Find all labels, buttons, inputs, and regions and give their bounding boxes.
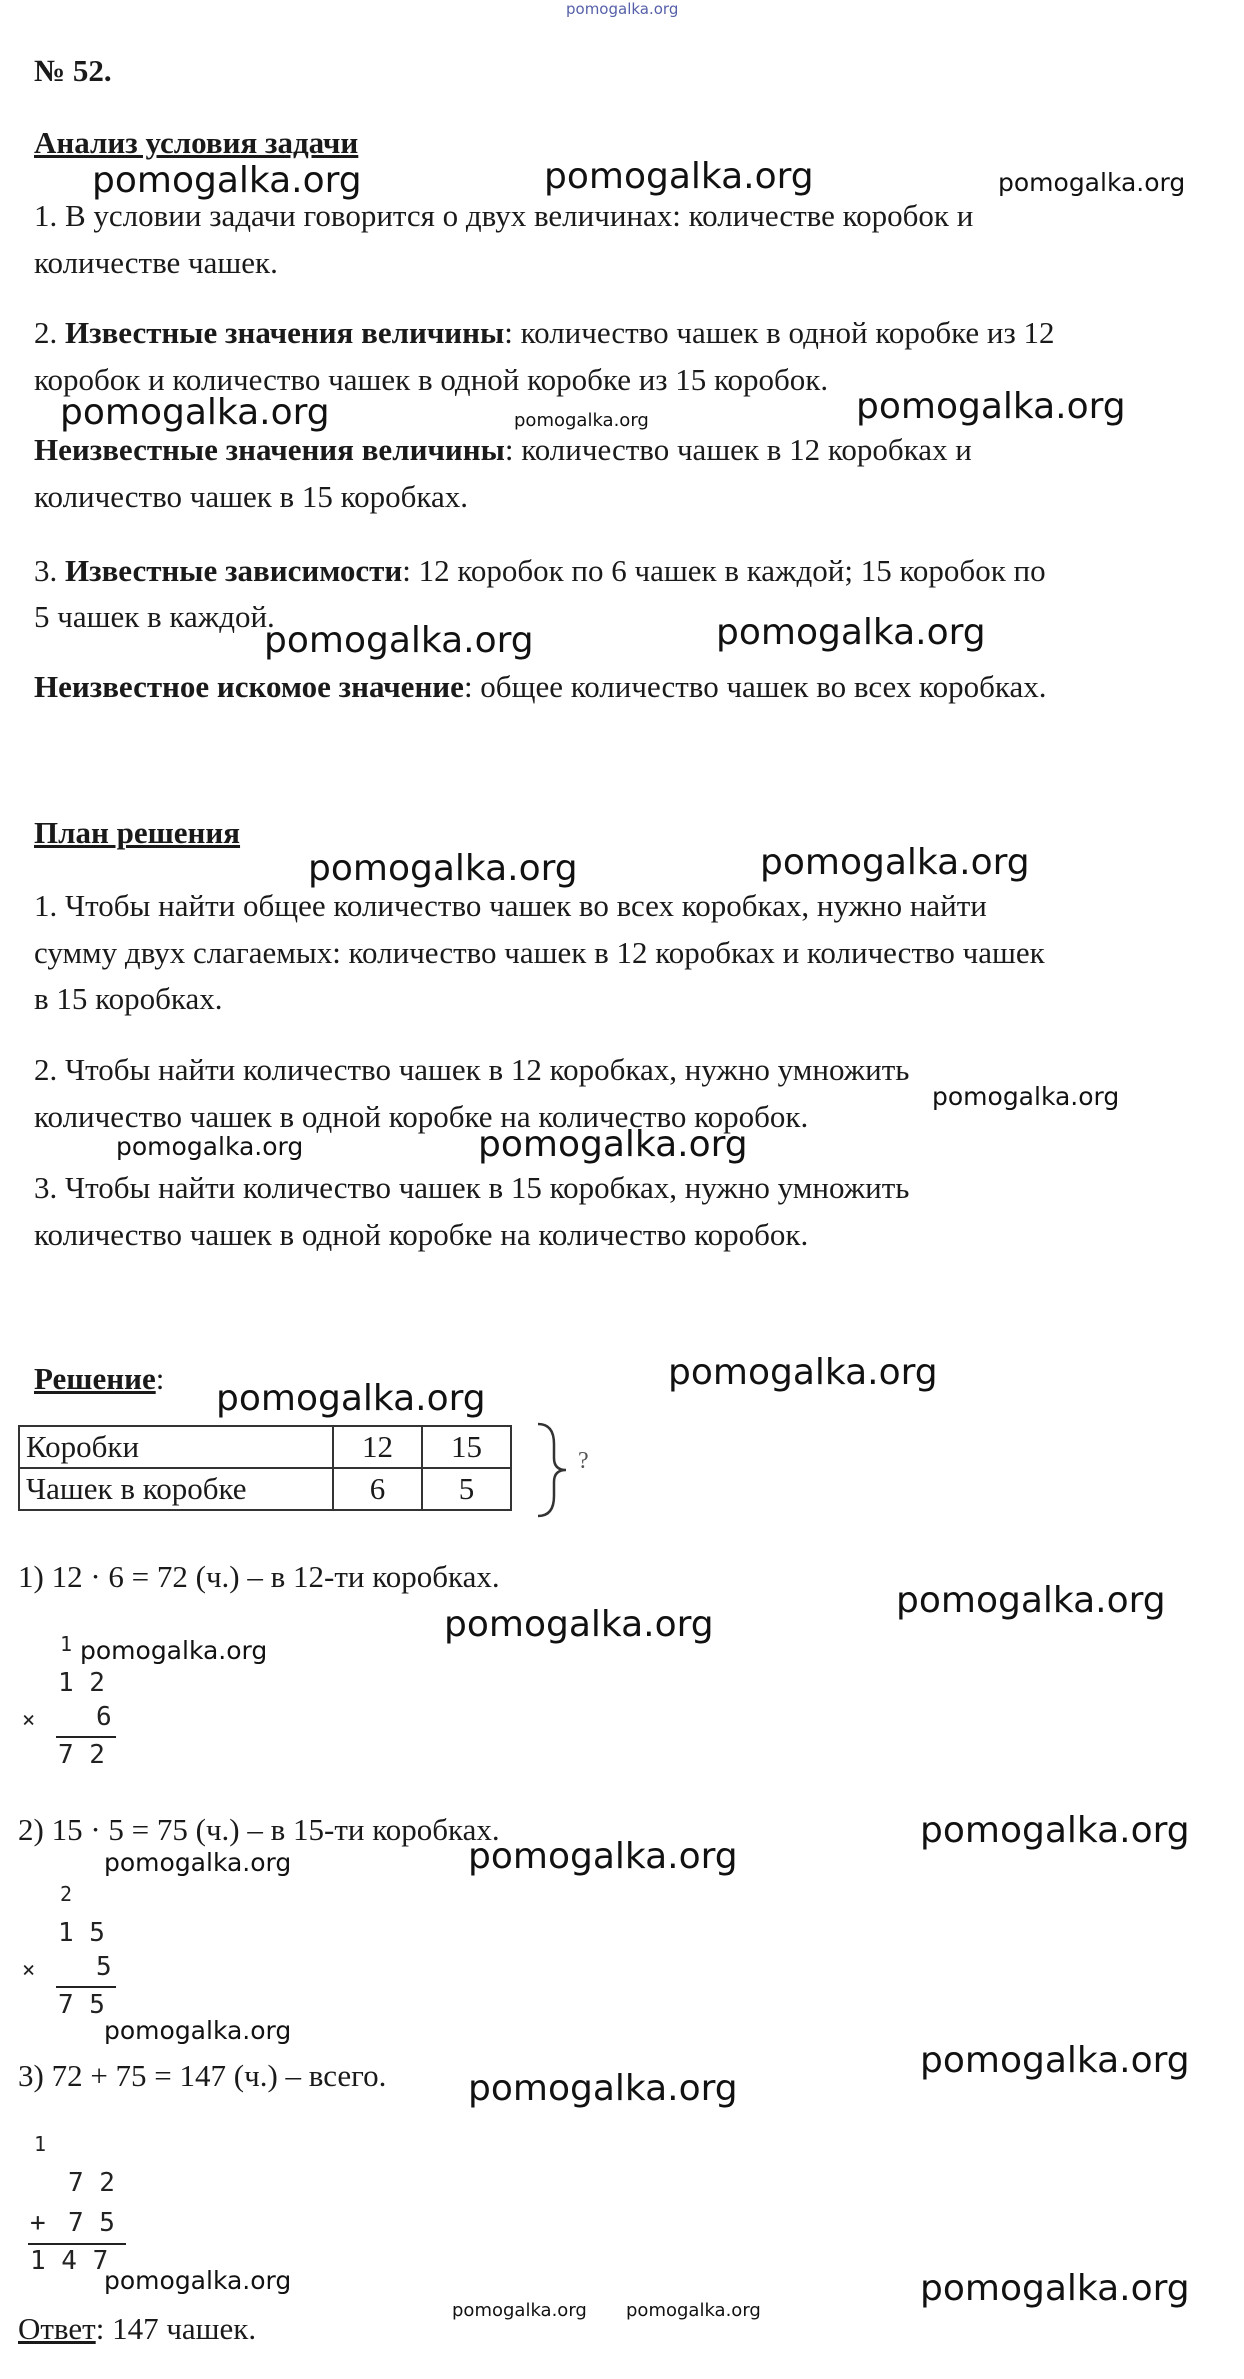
watermark: pomogalka.org: [856, 386, 1126, 427]
analysis-p3-bold: Неизвестные значения величины: [34, 432, 505, 467]
solution-heading: Решение: [34, 1361, 156, 1396]
answer: [18, 2306, 256, 2352]
calc1-top: 1 2: [58, 1668, 105, 1698]
analysis-p2-prefix: 2.: [34, 315, 65, 350]
calc3-result: 1 4 7: [30, 2246, 109, 2276]
plan-s1-line3: в 15 коробках.: [34, 981, 223, 1016]
watermark: pomogalka.org: [104, 2266, 292, 2295]
analysis-p3-line2: количество чашек в 15 коробках.: [34, 479, 469, 514]
step-3: 3) 72 + 75 = 147 (ч.) – всего.: [18, 2058, 387, 2093]
watermark: pomogalka.org: [668, 1352, 938, 1393]
analysis-p3-rest: : количество чашек в 12 коробках и: [504, 432, 972, 467]
calc2-carry: 2: [60, 1882, 73, 1906]
calc2-rule: [56, 1986, 116, 1988]
watermark: pomogalka.org: [452, 2300, 587, 2321]
analysis-p2-rest: : количество чашек в одной коробке из 12: [504, 315, 1055, 350]
calc1-carry: 1: [60, 1632, 73, 1656]
calc2-bottom: 5: [96, 1952, 112, 1982]
watermark: pomogalka.org: [920, 2268, 1190, 2309]
step-1: 1) 12 · 6 = 72 (ч.) – в 12-ти коробках.: [18, 1559, 500, 1594]
table-cell: 6: [333, 1468, 422, 1510]
calc3-carry: 1: [34, 2132, 47, 2156]
problem-number: № 52.: [34, 53, 112, 88]
watermark: pomogalka.org: [468, 1836, 738, 1877]
calc3-operator: +: [30, 2208, 46, 2238]
analysis-p2-bold: Известные значения величины: [65, 315, 505, 350]
analysis-p4-line2: 5 чашек в каждой.: [34, 599, 275, 634]
calc1-operator: ×: [22, 1708, 36, 1733]
calc1-result: 7 2: [58, 1740, 105, 1770]
watermark: pomogalka.org: [626, 2300, 761, 2321]
calc2-operator: ×: [22, 1958, 36, 1983]
question-mark: ?: [578, 1448, 589, 1474]
plan-s3-line1: 3. Чтобы найти количество чашек в 15 коробках, нужно умножить: [34, 1170, 910, 1205]
table-cell: 15: [422, 1426, 511, 1468]
watermark: pomogalka.org: [104, 2016, 292, 2045]
watermark: pomogalka.org: [308, 848, 578, 889]
watermark: pomogalka.org: [468, 2068, 738, 2109]
watermark: pomogalka.org: [60, 392, 330, 433]
analysis-p4-rest: : 12 коробок по 6 чашек в каждой; 15 коробок по: [402, 553, 1046, 588]
solution-colon: :: [155, 1361, 165, 1396]
watermark: pomogalka.org: [544, 156, 814, 197]
analysis-p4-bold: Известные зависимости: [65, 553, 403, 588]
analysis-heading: Анализ условия задачи: [34, 125, 359, 160]
answer-rest: : 147 чашек.: [95, 2311, 257, 2346]
watermark: pomogalka.org: [264, 620, 534, 661]
table-cell: Коробки: [19, 1426, 333, 1468]
curly-brace-icon: [532, 1420, 572, 1520]
table-cell: 5: [422, 1468, 511, 1510]
data-table: [18, 1425, 512, 1511]
answer-label: Ответ: [18, 2311, 96, 2346]
watermark: pomogalka.org: [80, 1636, 268, 1665]
watermark: pomogalka.org: [216, 1378, 486, 1419]
watermark: pomogalka.org: [478, 1124, 748, 1165]
watermark: pomogalka.org: [920, 2040, 1190, 2081]
table-row: [19, 1468, 511, 1510]
calc2-top: 1 5: [58, 1918, 105, 1948]
watermark: pomogalka.org: [932, 1082, 1120, 1111]
calc2-result: 7 5: [58, 1990, 105, 2020]
watermark: pomogalka.org: [92, 160, 362, 201]
calc1-rule: [56, 1736, 116, 1738]
analysis-p5-rest: : общее количество чашек во всех коробках.: [463, 669, 1047, 704]
table-row: [19, 1426, 511, 1468]
analysis-p1-line1: 1. В условии задачи говорится о двух величинах: количестве коробок и: [34, 198, 974, 233]
plan-heading: План решения: [34, 815, 241, 850]
analysis-p5-bold: Неизвестное искомое значение: [34, 669, 464, 704]
watermark: pomogalka.org: [514, 410, 649, 431]
watermark: pomogalka.org: [104, 1848, 292, 1877]
watermark: pomogalka.org: [444, 1604, 714, 1645]
analysis-p4-prefix: 3.: [34, 553, 65, 588]
analysis-p3-line1: [34, 427, 972, 473]
table-cell: 12: [333, 1426, 422, 1468]
watermark: pomogalka.org: [716, 612, 986, 653]
plan-s2-line2: количество чашек в одной коробке на количество коробок.: [34, 1099, 809, 1134]
watermark: pomogalka.org: [998, 168, 1186, 197]
analysis-p2-line2: коробок и количество чашек в одной коробке из 15 коробок.: [34, 362, 829, 397]
analysis-p1-line2: количестве чашек.: [34, 245, 278, 280]
analysis-p4-line1: [34, 548, 1046, 594]
plan-s1-line1: 1. Чтобы найти общее количество чашек во всех коробках, нужно найти: [34, 888, 987, 923]
analysis-p5: [34, 664, 1046, 710]
watermark: pomogalka.org: [920, 1810, 1190, 1851]
watermark: pomogalka.org: [896, 1580, 1166, 1621]
calc3-top: 7 2: [68, 2168, 115, 2198]
plan-s3-line2: количество чашек в одной коробке на количество коробок.: [34, 1217, 809, 1252]
calc3-bottom: 7 5: [68, 2208, 115, 2238]
calc3-rule: [28, 2243, 126, 2245]
plan-s1-line2: сумму двух слагаемых: количество чашек в 12 коробках и количество чашек: [34, 935, 1045, 970]
table-cell: Чашек в коробке: [19, 1468, 333, 1510]
step-2: 2) 15 · 5 = 75 (ч.) – в 15-ти коробках.: [18, 1812, 500, 1847]
plan-s2-line1: 2. Чтобы найти количество чашек в 12 коробках, нужно умножить: [34, 1052, 910, 1087]
top-watermark: pomogalka.org: [566, 0, 679, 18]
watermark: pomogalka.org: [760, 842, 1030, 883]
analysis-p2-line1: [34, 310, 1055, 356]
calc1-bottom: 6: [96, 1702, 112, 1732]
watermark: pomogalka.org: [116, 1132, 304, 1161]
solution-heading-wrap: [34, 1356, 164, 1402]
